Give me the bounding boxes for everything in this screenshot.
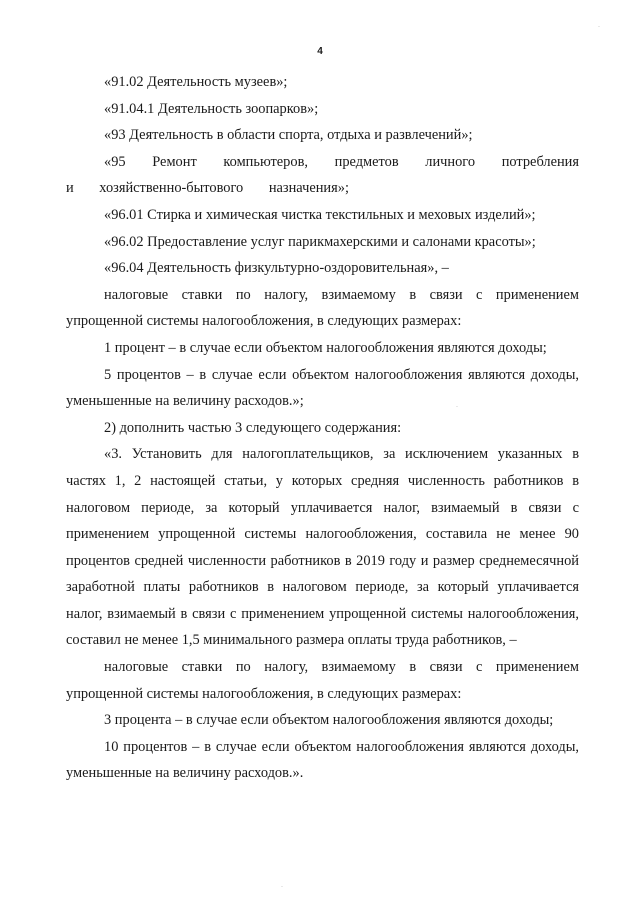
scan-speck: · — [598, 24, 600, 30]
paragraph-okved-91-02: «91.02 Деятельность музеев»; — [104, 74, 288, 90]
paragraph-rate-10-percent: 10 процентов – в случае если объектом налогообложения являются доходы, уменьшенные на величину расходов.». — [66, 738, 579, 782]
scan-speck: · — [456, 404, 458, 410]
paragraph-rate-1-percent: 1 процент – в случае если объектом налогообложения являются доходы; — [104, 339, 547, 356]
paragraph-part-3-conditions: «3. Установить для налогоплательщиков, за исключением указанных в частях 1, 2 настоящей статьи, у которых средняя численность работников в налоговом периоде, за который уплачивается налог, взимаемый в связи с применением упрощенной системы налогообложения, составила не менее 90 процентов средней численности работников в 2019 году и размер среднемесячной заработной платы работников в налоговом периоде, за который уплачивается налог, взимаемый в связи с применением упрощенной системы налогообложения, составил не менее 1,5 минимального размера оплаты труда работников, – — [66, 446, 579, 649]
paragraph-okved-93: «93 Деятельность в области спорта, отдыха и развлечений»; — [104, 127, 473, 144]
paragraph-tax-rates-intro-1: налоговые ставки по налогу, взимаемому в связи с применением упрощенной системы налогообложения, в следующих размерах: — [66, 286, 579, 330]
paragraph-okved-96-02: «96.02 Предоставление услуг парикмахерскими и салонами красоты»; — [104, 233, 536, 250]
paragraph-okved-96-01: «96.01 Стирка и химическая чистка текстильных и меховых изделий»; — [104, 206, 536, 223]
page-number: 4 — [317, 46, 323, 57]
paragraph-okved-95: «95 Ремонт компьютеров, предметов личного потребления и хозяйственно-бытового назначения»; — [66, 153, 579, 197]
paragraph-okved-91-04-1: «91.04.1 Деятельность зоопарков»; — [104, 100, 319, 117]
paragraph-rate-3-percent: 3 процента – в случае если объектом налогообложения являются доходы; — [104, 712, 554, 729]
paragraph-add-part-3: 2) дополнить частью 3 следующего содержания: — [104, 419, 402, 436]
paragraph-okved-96-04: «96.04 Деятельность физкультурно-оздоровительная», – — [104, 260, 449, 277]
scan-speck: · — [281, 884, 283, 890]
paragraph-tax-rates-intro-2: налоговые ставки по налогу, взимаемому в связи с применением упрощенной системы налогообложения, в следующих размерах: — [66, 659, 579, 702]
document-body — [66, 69, 579, 787]
paragraph-rate-5-percent: 5 процентов – в случае если объектом налогообложения являются доходы, уменьшенные на величину расходов.»; — [66, 366, 579, 410]
